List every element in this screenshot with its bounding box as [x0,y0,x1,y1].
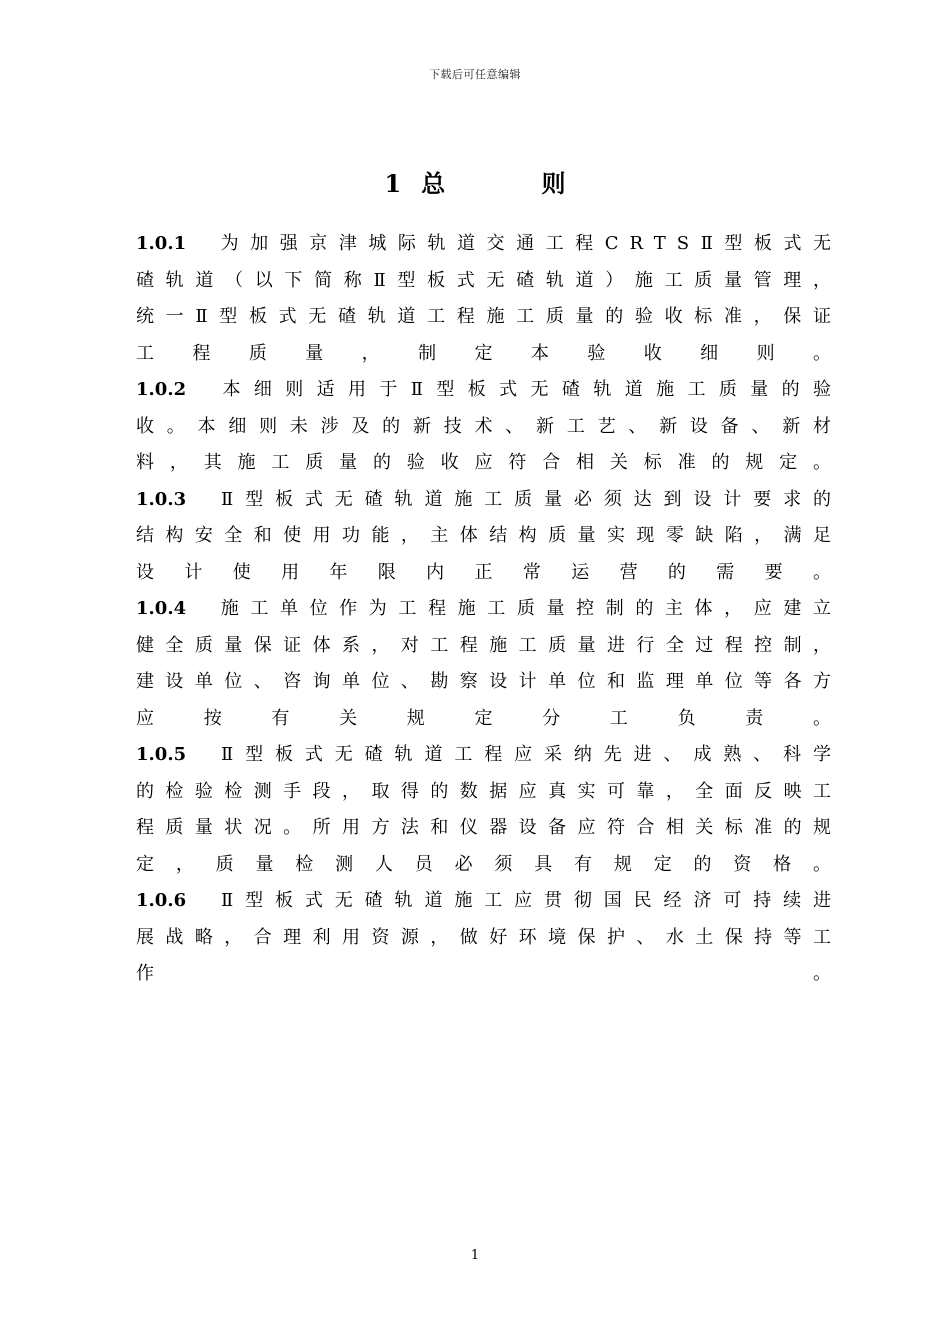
clause-text: 施工单位作为工程施工质量控制的主体，应建立健全质量保证体系，对工程施工质量进行全过程控制，建设单位、咨询单位、勘察设计单位和监理单位等各方应按有关规定分工负责。 [136,598,842,729]
page-number: 1 [470,1248,480,1263]
clause-1-0-6 [136,883,842,993]
clause-1-0-3 [136,482,842,592]
clause-text: 为加强京津城际轨道交通工程CRTSⅡ型板式无碴轨道（以下简称Ⅱ型板式无碴轨道）施工质量管理，统一Ⅱ型板式无碴轨道工程施工质量的验收标准，保证工程质量，制定本验收细则。 [136,233,842,364]
clause-number: 1.0.3 [136,488,187,510]
clause-text: Ⅱ型板式无碴轨道施工质量必须达到设计要求的结构安全和使用功能，主体结构质量实现零缺陷，满足设计使用年限内正常运营的需要。 [136,488,842,583]
clause-text: Ⅱ型板式无碴轨道工程应采纳先进、成熟、科学的检验检测手段，取得的数据应真实可靠，全面反映工程质量状况。所用方法和仪器设备应符合相关标准的规定，质量检测人员必须具有规定的资格。 [136,744,842,875]
chapter-title [0,164,950,199]
clause-number: 1.0.5 [136,744,187,765]
clause-number: 1.0.6 [136,890,187,911]
chapter-name: 总 则 [421,169,610,198]
clause-text: 本细则适用于Ⅱ型板式无碴轨道施工质量的验收。本细则未涉及的新技术、新工艺、新设备、新材料，其施工质量的验收应符合相关标准的规定。 [136,379,842,473]
chapter-number: 1 [384,169,404,198]
clause-number: 1.0.2 [136,379,187,400]
clause-number: 1.0.1 [136,233,187,254]
clause-1-0-4 [136,591,842,737]
clause-1-0-5 [136,737,842,883]
page-header: 下载后可任意编辑 [429,68,521,81]
clause-1-0-2 [136,372,842,482]
clause-number: 1.0.4 [136,598,187,619]
clause-text: Ⅱ型板式无碴轨道施工应贯彻国民经济可持续进展战略，合理利用资源，做好环境保护、水土保持等工作。 [136,890,842,984]
clause-list [136,226,842,993]
clause-1-0-1 [136,226,842,372]
